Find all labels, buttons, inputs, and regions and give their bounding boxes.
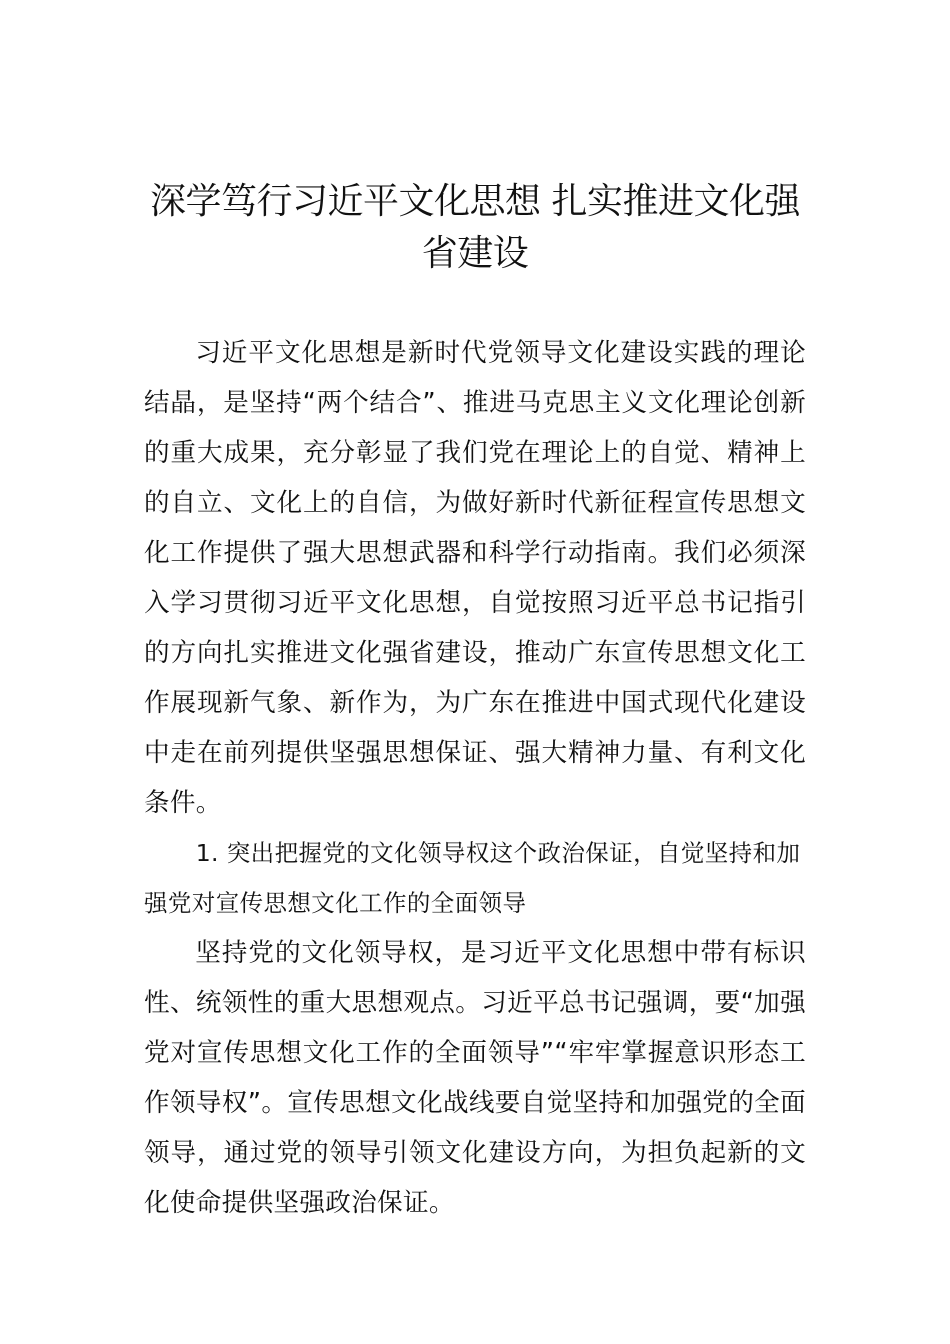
document-title: 深学笃行习近平文化思想 扎实推进文化强省建设 — [150, 181, 800, 274]
section-paragraph: 坚持党的文化领导权，是习近平文化思想中带有标识性、统领性的重大思想观点。习近平总书记强调，要“加强党对宣传思想文化工作的全面领导”“牢牢掌握意识形态工作领导权”。宣传思想文化战线要自觉坚持和加强党的全面领导，通过党的领导引领文化建设方向，为担负起新的文化使命提供坚强政治保证。 — [144, 938, 806, 1218]
section-heading: 1. 突出把握党的文化领导权这个政治保证，自觉坚持和加强党对宣传思想文化工作的全面领导 — [144, 839, 801, 917]
document-body — [144, 328, 806, 1228]
intro-paragraph: 习近平文化思想是新时代党领导文化建设实践的理论结晶，是坚持“两个结合”、推进马克思主义文化理论创新的重大成果，充分彰显了我们党在理论上的自觉、精神上的自立、文化上的自信，为做好新时代新征程宣传思想文化工作提供了强大思想武器和科学行动指南。我们必须深入学习贯彻习近平文化思想，自觉按照习近平总书记指引的方向扎实推进文化强省建设，推动广东宣传思想文化工作展现新气象、新作为，为广东在推进中国式现代化建设中走在前列提供坚强思想保证、强大精神力量、有利文化条件。 — [144, 338, 806, 818]
